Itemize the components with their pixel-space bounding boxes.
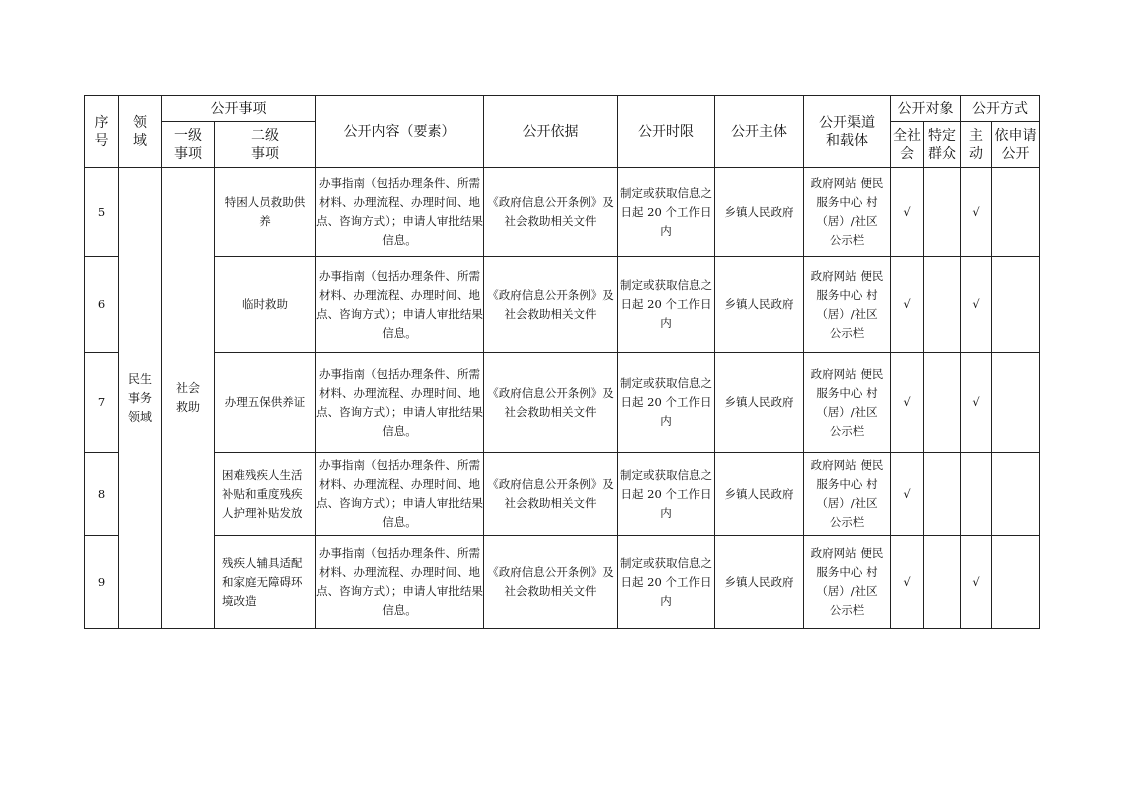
row-content: 办事指南（包括办理条件、所需材料、办理流程、办理时间、地点、咨询方式）；申请人审批结果信息。 (316, 353, 484, 453)
header-channel: 公开渠道和载体 (804, 96, 891, 168)
row-channel: 政府网站 便民服务中心 村（居）/社区 公示栏 (804, 168, 891, 257)
row-level2: 残疾人辅具适配和家庭无障碍环境改造 (215, 536, 316, 629)
row-basis: 《政府信息公开条例》及社会救助相关文件 (484, 536, 618, 629)
row-subject: 乡镇人民政府 (715, 257, 804, 353)
row-subject: 乡镇人民政府 (715, 353, 804, 453)
row-channel: 政府网站 便民服务中心 村（居）/社区 公示栏 (804, 453, 891, 536)
row-audience-all: √ (891, 453, 924, 536)
header-audience-specific: 特定群众 (924, 122, 961, 168)
row-mode-request (992, 257, 1040, 353)
row-mode-active: √ (961, 168, 992, 257)
table-row (85, 353, 1040, 453)
row-time-limit: 制定或获取信息之日起 20 个工作日内 (618, 353, 715, 453)
row-audience-specific (924, 453, 961, 536)
header-mode-group: 公开方式 (961, 96, 1040, 122)
header-basis: 公开依据 (484, 96, 618, 168)
row-level2: 办理五保供养证 (215, 353, 316, 453)
row-mode-active: √ (961, 353, 992, 453)
row-content: 办事指南（包括办理条件、所需材料、办理流程、办理时间、地点、咨询方式）；申请人审批结果信息。 (316, 257, 484, 353)
domain-cell: 民生事务领域 (119, 168, 162, 629)
header-subject: 公开主体 (715, 96, 804, 168)
row-time-limit: 制定或获取信息之日起 20 个工作日内 (618, 453, 715, 536)
row-mode-active: √ (961, 536, 992, 629)
row-mode-request (992, 168, 1040, 257)
row-audience-all: √ (891, 536, 924, 629)
header-audience-all: 全社会 (891, 122, 924, 168)
header-time-limit: 公开时限 (618, 96, 715, 168)
table-row (85, 453, 1040, 536)
row-mode-active: √ (961, 257, 992, 353)
table-row (85, 257, 1040, 353)
header-seq: 序号 (85, 96, 119, 168)
level1-cell: 社会救助 (162, 168, 215, 629)
row-content: 办事指南（包括办理条件、所需材料、办理流程、办理时间、地点、咨询方式）；申请人审批结果信息。 (316, 168, 484, 257)
row-content: 办事指南（包括办理条件、所需材料、办理流程、办理时间、地点、咨询方式）；申请人审批结果信息。 (316, 453, 484, 536)
row-level2: 临时救助 (215, 257, 316, 353)
row-audience-specific (924, 536, 961, 629)
header-mode-active: 主动 (961, 122, 992, 168)
table-row (85, 536, 1040, 629)
row-time-limit: 制定或获取信息之日起 20 个工作日内 (618, 536, 715, 629)
row-audience-all: √ (891, 353, 924, 453)
row-subject: 乡镇人民政府 (715, 453, 804, 536)
row-mode-request (992, 453, 1040, 536)
row-seq: 8 (85, 453, 119, 536)
row-subject: 乡镇人民政府 (715, 168, 804, 257)
row-audience-specific (924, 257, 961, 353)
row-time-limit: 制定或获取信息之日起 20 个工作日内 (618, 168, 715, 257)
row-mode-active (961, 453, 992, 536)
row-channel: 政府网站 便民服务中心 村（居）/社区 公示栏 (804, 353, 891, 453)
row-channel: 政府网站 便民服务中心 村（居）/社区 公示栏 (804, 257, 891, 353)
row-basis: 《政府信息公开条例》及社会救助相关文件 (484, 257, 618, 353)
header-level1: 一级事项 (162, 122, 215, 168)
header-content: 公开内容（要素） (316, 96, 484, 168)
header-domain: 领域 (119, 96, 162, 168)
row-seq: 7 (85, 353, 119, 453)
header-mode-request: 依申请公开 (992, 122, 1040, 168)
row-mode-request (992, 536, 1040, 629)
header-audience-group: 公开对象 (891, 96, 961, 122)
row-audience-specific (924, 353, 961, 453)
row-basis: 《政府信息公开条例》及社会救助相关文件 (484, 168, 618, 257)
row-audience-specific (924, 168, 961, 257)
row-seq: 9 (85, 536, 119, 629)
row-channel: 政府网站 便民服务中心 村（居）/社区 公示栏 (804, 536, 891, 629)
row-seq: 6 (85, 257, 119, 353)
header-item-group: 公开事项 (162, 96, 316, 122)
table-row (85, 168, 1040, 257)
row-basis: 《政府信息公开条例》及社会救助相关文件 (484, 453, 618, 536)
disclosure-table (84, 95, 1040, 629)
row-mode-request (992, 353, 1040, 453)
row-subject: 乡镇人民政府 (715, 536, 804, 629)
row-time-limit: 制定或获取信息之日起 20 个工作日内 (618, 257, 715, 353)
row-level2: 困难残疾人生活补贴和重度残疾人护理补贴发放 (215, 453, 316, 536)
row-seq: 5 (85, 168, 119, 257)
row-content: 办事指南（包括办理条件、所需材料、办理流程、办理时间、地点、咨询方式）；申请人审批结果信息。 (316, 536, 484, 629)
header-level2: 二级事项 (215, 122, 316, 168)
row-audience-all: √ (891, 168, 924, 257)
row-basis: 《政府信息公开条例》及社会救助相关文件 (484, 353, 618, 453)
row-audience-all: √ (891, 257, 924, 353)
row-level2: 特困人员救助供养 (215, 168, 316, 257)
